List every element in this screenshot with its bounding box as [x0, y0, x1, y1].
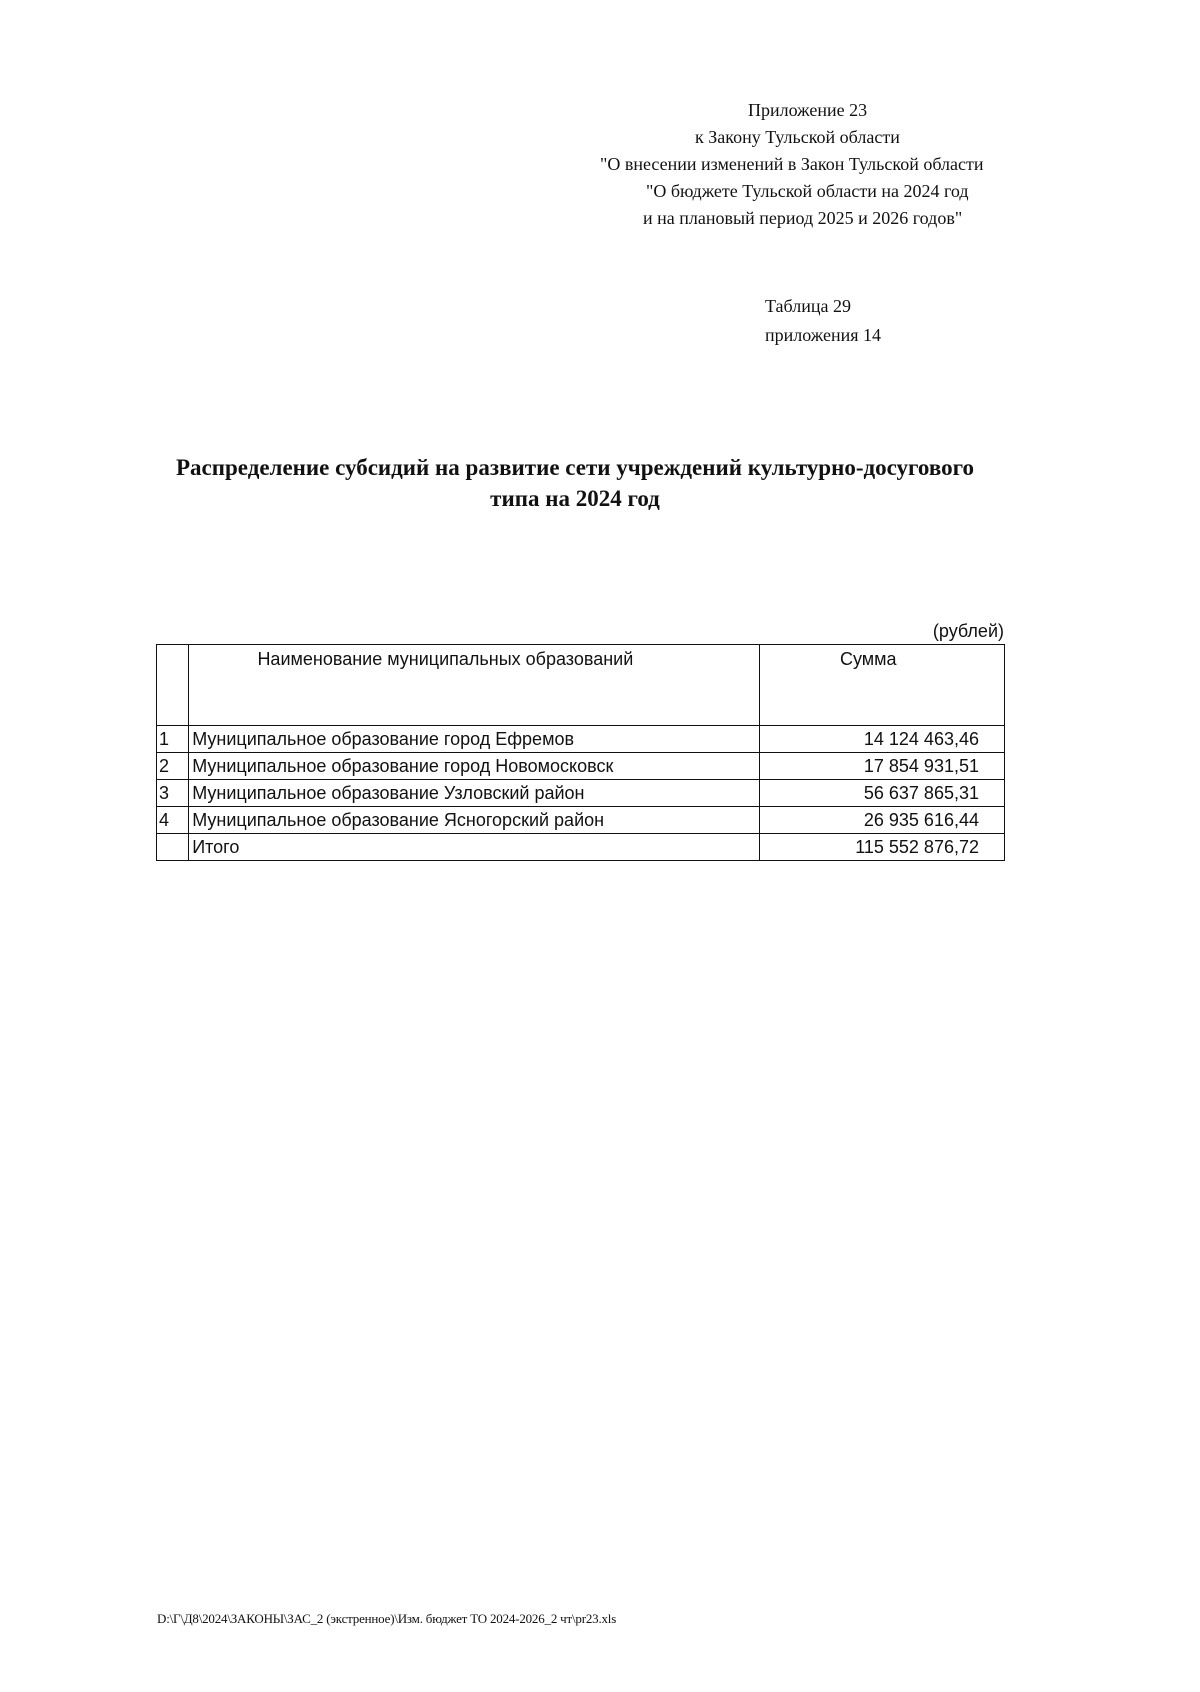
- row-number: 4: [157, 807, 189, 834]
- row-name: Муниципальное образование город Новомосковск: [189, 753, 759, 780]
- row-number: 1: [157, 726, 189, 753]
- table-ref-line-2: приложения 14: [765, 325, 882, 345]
- table-row: [157, 753, 1005, 780]
- total-label: Итого: [189, 834, 759, 861]
- table-row: [157, 726, 1005, 753]
- table-row: [157, 780, 1005, 807]
- total-number: [157, 834, 189, 861]
- file-path-footer: D:\Г\Д8\2024\ЗАКОНЫ\ЗАС_2 (экстренное)\Изм. бюджет ТО 2024-2026_2 чт\pr23.xls: [157, 1611, 617, 1626]
- table-header-row: [157, 645, 1005, 726]
- table-ref-line-1: Таблица 29: [765, 296, 851, 316]
- row-sum: 17 854 931,51: [759, 753, 1004, 780]
- header-number: [157, 645, 189, 726]
- row-sum: 14 124 463,46: [759, 726, 1004, 753]
- document-title: [150, 452, 1000, 514]
- unit-label: (рублей): [932, 621, 1004, 641]
- row-name: Муниципальное образование город Ефремов: [189, 726, 759, 753]
- row-sum: 26 935 616,44: [759, 807, 1004, 834]
- subsidy-table: [156, 644, 1005, 861]
- table-reference: [765, 292, 881, 350]
- appendix-line-2: к Закону Тульской области: [695, 127, 900, 147]
- table-row: [157, 807, 1005, 834]
- row-number: 3: [157, 780, 189, 807]
- title-line-1: Распределение субсидий на развитие сети учреждений культурно-досугового: [175, 455, 974, 480]
- appendix-line-1: Приложение 23: [748, 100, 868, 120]
- row-name: Муниципальное образование Узловский район: [189, 780, 759, 807]
- row-number: 2: [157, 753, 189, 780]
- total-row: [157, 834, 1005, 861]
- title-line-2: типа на 2024 год: [490, 486, 660, 511]
- appendix-line-4: "О бюджете Тульской области на 2024 год: [646, 181, 969, 201]
- total-sum: 115 552 876,72: [759, 834, 1004, 861]
- appendix-line-3: "О внесении изменений в Закон Тульской области: [600, 154, 984, 174]
- header-name: Наименование муниципальных образований: [189, 645, 759, 726]
- row-name: Муниципальное образование Ясногорский район: [189, 807, 759, 834]
- header-sum: Сумма: [759, 645, 1004, 726]
- row-sum: 56 637 865,31: [759, 780, 1004, 807]
- appendix-line-5: и на плановый период 2025 и 2026 годов": [643, 208, 963, 228]
